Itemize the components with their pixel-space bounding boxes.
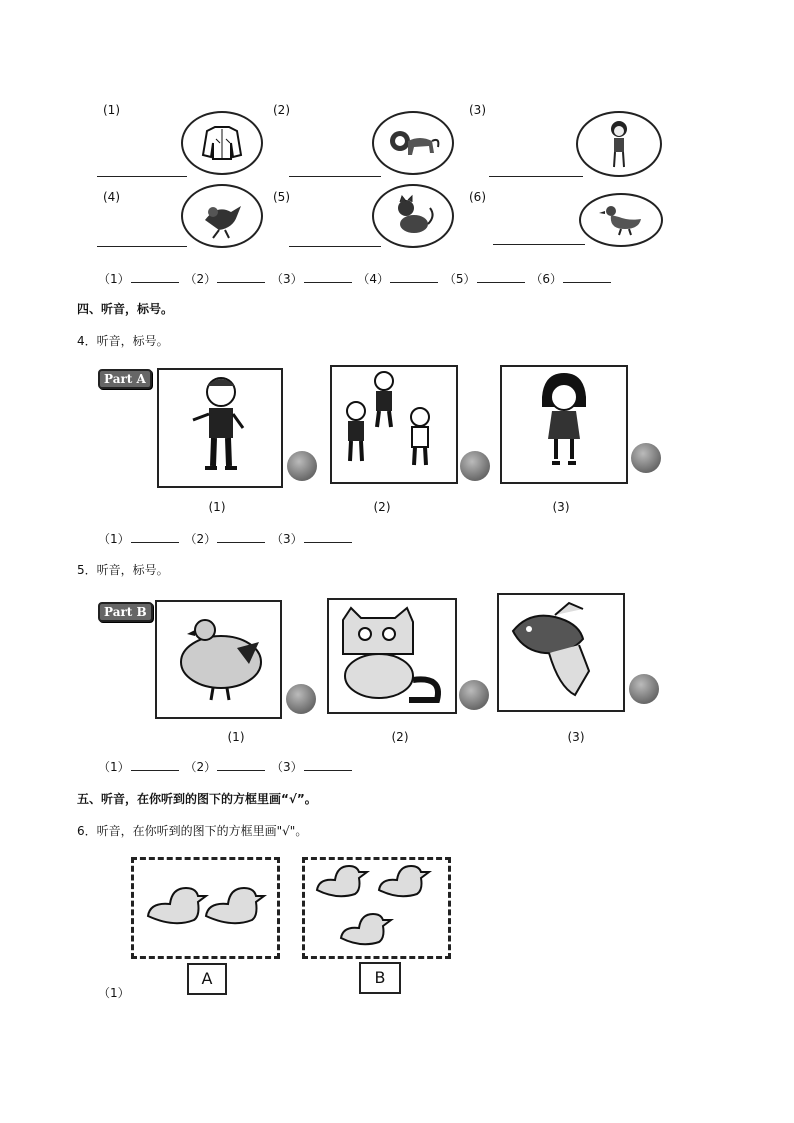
picture-frame <box>157 368 283 488</box>
answer-label: （3） <box>270 532 303 546</box>
three-ducks-icon <box>305 860 448 956</box>
picture-frame <box>500 365 628 484</box>
option-box-b[interactable]: B <box>359 962 401 994</box>
girl-icon <box>502 367 626 482</box>
item-number: (3) <box>469 103 486 117</box>
answer-blanks <box>98 270 613 287</box>
item-number: (5) <box>273 190 290 204</box>
answer-label: （1） <box>98 532 130 546</box>
picture-frame <box>330 365 458 484</box>
cat-icon <box>329 600 455 712</box>
answer-blank[interactable] <box>217 272 265 283</box>
picture-frame <box>497 593 625 712</box>
answer-line <box>489 176 583 177</box>
answer-blank[interactable] <box>304 272 352 283</box>
question-text: 6．听音，在你听到的图下的方框里画"√"。 <box>77 824 308 838</box>
answer-line <box>97 176 187 177</box>
answer-blanks <box>98 530 354 547</box>
picture-frame-a <box>131 857 280 959</box>
answer-blank[interactable] <box>563 272 611 283</box>
picture-caption: (1) <box>227 730 245 744</box>
answer-dot[interactable] <box>459 680 489 710</box>
two-ducks-icon <box>134 860 277 956</box>
item-number: (6) <box>469 190 486 204</box>
answer-label: （5） <box>443 272 476 286</box>
option-box-a[interactable]: A <box>187 963 227 995</box>
answer-blank[interactable] <box>477 272 525 283</box>
cat-icon <box>372 184 454 248</box>
answer-blanks <box>98 758 354 775</box>
item-number: (2) <box>273 103 290 117</box>
answer-blank[interactable] <box>304 760 352 771</box>
section-heading: 五、听音，在你听到的图下的方框里画“√”。 <box>77 792 317 806</box>
picture-frame <box>327 598 457 714</box>
answer-blank[interactable] <box>131 760 179 771</box>
part-label: Part B <box>98 602 153 622</box>
answer-blank[interactable] <box>131 272 179 283</box>
answer-label: （3） <box>270 272 303 286</box>
answer-blank[interactable] <box>217 532 265 543</box>
part-label: Part A <box>98 369 152 389</box>
answer-dot[interactable] <box>631 443 661 473</box>
answer-dot[interactable] <box>286 684 316 714</box>
answer-label: （6） <box>530 272 562 286</box>
answer-dot[interactable] <box>629 674 659 704</box>
answer-blank[interactable] <box>304 532 352 543</box>
answer-label: （2） <box>184 532 217 546</box>
answer-dot[interactable] <box>460 451 490 481</box>
item-number: （1） <box>98 986 130 1000</box>
lion-icon <box>372 111 454 175</box>
girl-icon <box>576 111 662 177</box>
answer-line <box>289 176 381 177</box>
picture-caption: (1) <box>208 500 226 514</box>
item-number: (1) <box>103 103 120 117</box>
question-text: 4．听音，标号。 <box>77 334 169 348</box>
answer-blank[interactable] <box>390 272 438 283</box>
answer-dot[interactable] <box>287 451 317 481</box>
answer-line <box>289 246 381 247</box>
answer-line <box>493 244 585 245</box>
duck-icon <box>579 193 663 247</box>
answer-label: （2） <box>184 760 217 774</box>
fish-icon <box>499 595 623 710</box>
answer-blank[interactable] <box>131 532 179 543</box>
item-number: (4) <box>103 190 120 204</box>
picture-caption: (3) <box>552 500 570 514</box>
answer-label: （1） <box>98 272 130 286</box>
question-text: 5．听音，标号。 <box>77 563 169 577</box>
answer-label: （2） <box>184 272 217 286</box>
three-boys-icon <box>332 367 456 482</box>
answer-line <box>97 246 187 247</box>
section-heading: 四、听音，标号。 <box>77 302 174 316</box>
picture-frame-b <box>302 857 451 959</box>
boy-icon <box>159 370 281 486</box>
picture-caption: (3) <box>567 730 585 744</box>
bird-icon <box>181 184 263 248</box>
picture-frame <box>155 600 282 719</box>
answer-label: （4） <box>357 272 390 286</box>
picture-caption: (2) <box>391 730 409 744</box>
answer-label: （3） <box>270 760 303 774</box>
hen-icon <box>157 602 280 717</box>
picture-caption: (2) <box>373 500 391 514</box>
clothes-icon <box>181 111 263 175</box>
answer-blank[interactable] <box>217 760 265 771</box>
answer-label: （1） <box>98 760 130 774</box>
